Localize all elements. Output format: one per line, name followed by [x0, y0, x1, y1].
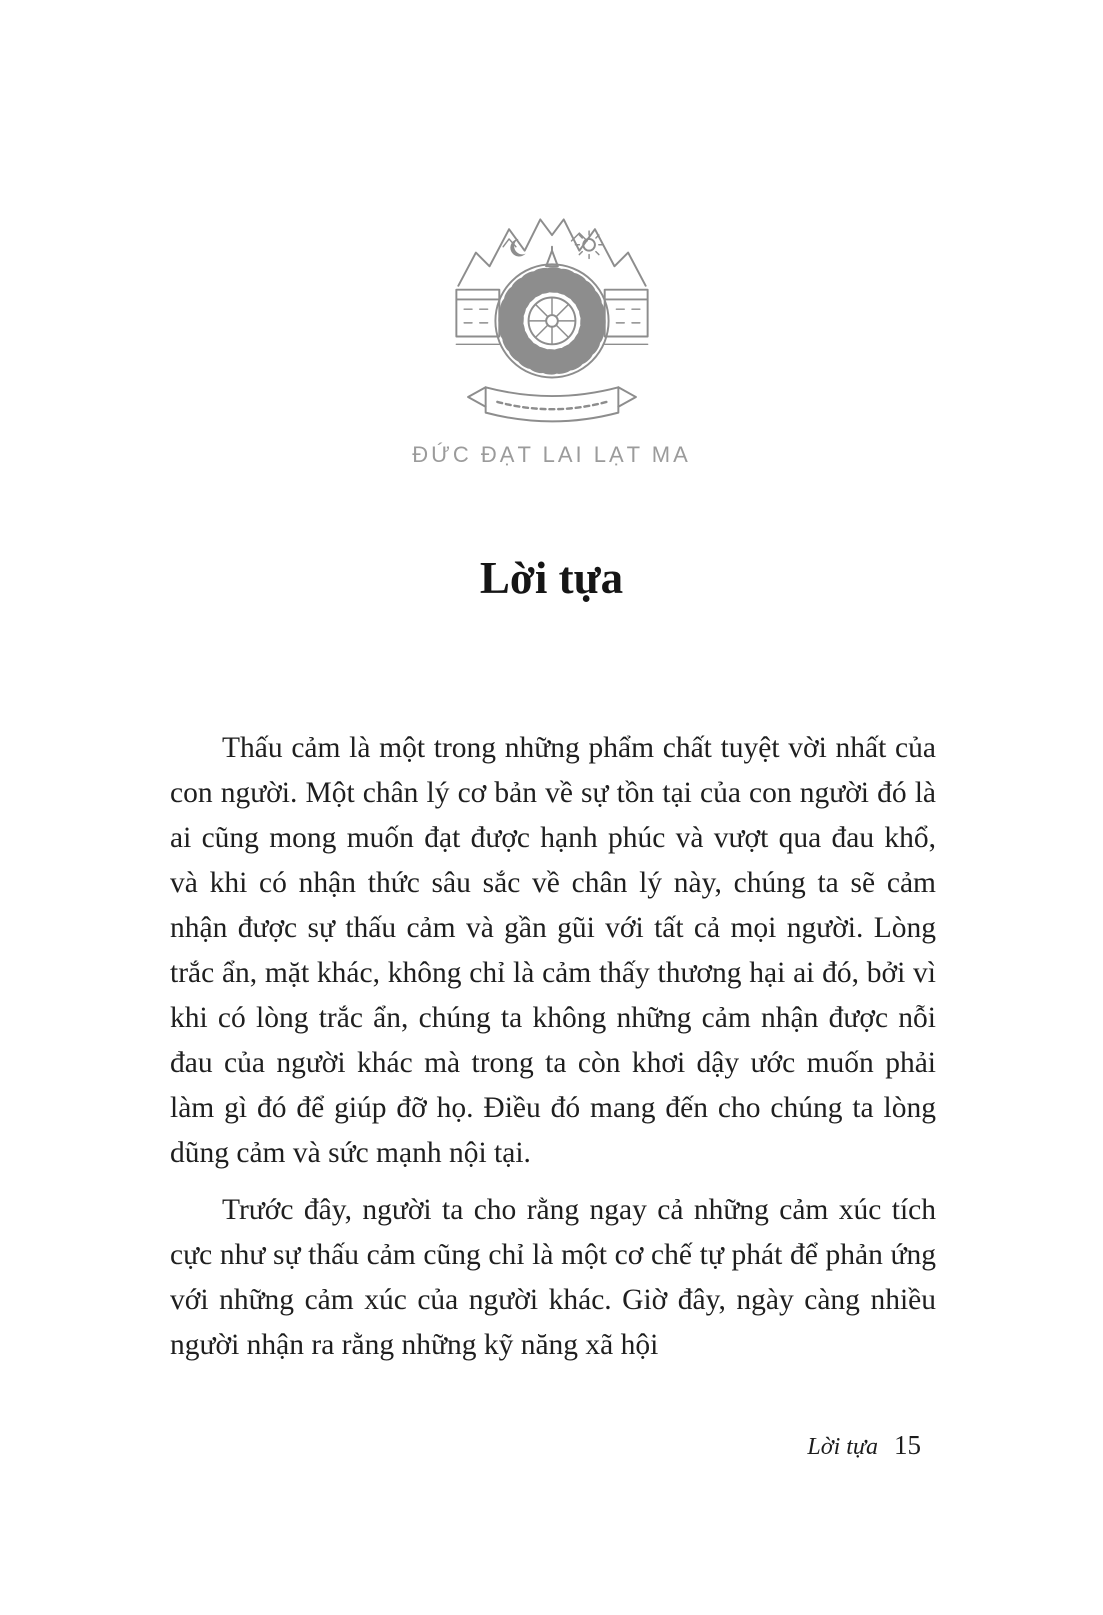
page-footer [807, 1430, 921, 1461]
dharma-wheel-icon [528, 297, 575, 344]
footer-section-label: Lời tựa [807, 1434, 878, 1460]
paragraph-1: Thấu cảm là một trong những phẩm chất tuyệt vời nhất của con người. Một chân lý cơ bản về sự tồn tại của con người đó là ai cũng mong muốn đạt được hạnh phúc và vượt qua đau khổ, và khi có nhận thức sâu sắc về chân lý này, chúng ta sẽ cảm nhận được sự thấu cảm và gần gũi với tất cả mọi người. Lòng trắc ẩn, mặt khác, không chỉ là cảm thấy thương hại ai đó, bởi vì khi có lòng trắc ẩn, chúng ta không những cảm nhận được nỗi đau của người khác mà trong ta còn khơi dậy ước muốn phải làm gì đó để giúp đỡ họ. Điều đó mang đến cho chúng ta lòng dũng cảm và sức mạnh nội tại. [170, 732, 936, 1169]
author-caption: ĐỨC ĐẠT LAI LẠT MA [412, 442, 691, 467]
sun-icon [575, 231, 602, 258]
chapter-title: Lời tựa [479, 553, 624, 603]
page-number: 15 [894, 1430, 921, 1460]
dalai-lama-seal-icon [434, 196, 669, 438]
paragraph-2: Trước đây, người ta cho rằng ngay cả những cảm xúc tích cực như sự thấu cảm cũng chỉ là một cơ chế tự phát để phản ứng với những cảm xúc của người khác. Giờ đây, ngày càng nhiều người nhận ra rằng những kỹ năng xã hội [170, 1194, 936, 1361]
body-text-block [170, 726, 936, 1368]
stupa-spire-shape [546, 247, 558, 267]
banner-ribbon-shape [468, 387, 636, 421]
